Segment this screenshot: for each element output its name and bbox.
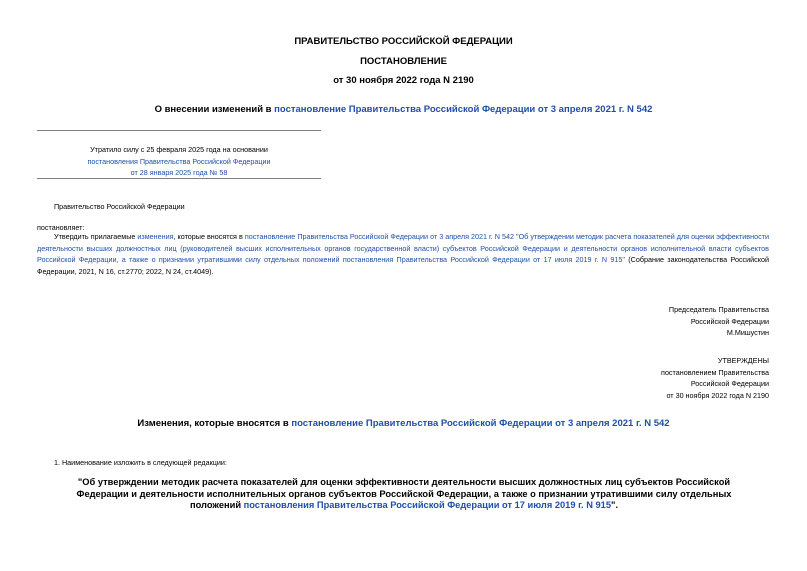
resolution-542-link[interactable]: постановление Правительства Российской Федерации от 3 апреля 2021 г. N 542 "Об утверждении методик расчета показателей для оценки эффективности деятельности высших должностных лиц (руководителей высших исполнительных органов государственной власти) субъектов Российской Федерации и деятельности органов исполнительной власти субъектов Российской Федерации, а также о признании утратившими силу отдельных положений постановления Правительства Российской Федерации от 17 июля 2019 г. N 915" [37,232,769,264]
para-text-b: , которые вносятся в [173,232,245,241]
changes-link[interactable]: изменения [137,232,174,241]
quote-text: "Об утверждении методик расчета показателей для оценки эффективности деятельности высших должностных лиц субъектов Российской Федерации и деятельности исполнительных органов субъектов Российской Федерации, а также о признании утратившими силу отдельных положений [76,477,732,510]
document-date-number: от 30 ноября 2022 года N 2190 [333,75,474,86]
title-prefix: О внесении изменений в [154,104,275,115]
divider-top [37,130,321,131]
resolution-paragraph [37,231,769,277]
government-text: Правительство Российской Федерации [54,202,185,211]
signature-block [669,304,769,339]
changes-heading [0,418,807,429]
changes-prefix: Изменения, которые вносятся в [137,418,292,429]
title-link[interactable]: постановление Правительства Российской Федерации от 3 апреля 2021 г. N 542 [274,104,653,115]
para-text-a: Утвердить прилагаемые [54,232,138,241]
quote-end: ". [611,500,619,510]
approved-line-2: постановлением Правительства [661,367,769,377]
para-text-c: (Собрание законодательства Российской Федерации, 2021, N 16, ст.2770; 2022, N 24, ст.4049). [37,255,769,276]
document-type: ПОСТАНОВЛЕНИЕ [360,56,447,67]
signature-line-2: Российской Федерации [690,316,769,326]
approved-line-1: УТВЕРЖДЕНЫ [717,356,769,365]
changes-heading-link[interactable]: постановление Правительства Российской Федерации от 3 апреля 2021 г. N 542 [291,418,670,429]
status-note [37,144,321,179]
new-title-quote [60,477,748,512]
status-link-2[interactable]: от 28 января 2025 года № 58 [130,168,228,177]
approved-line-3: Российской Федерации [690,379,769,388]
status-link-1[interactable]: постановления Правительства Российской Федерации [87,156,271,166]
signature-line-1: Председатель Правительства [668,305,769,314]
item-1: 1. Наименование изложить в следующей редакции: [54,458,227,467]
status-line: Утратило силу с 25 февраля 2025 года на основании [90,145,268,154]
government-heading: ПРАВИТЕЛЬСТВО РОССИЙСКОЙ ФЕДЕРАЦИИ [294,36,513,47]
quote-link[interactable]: постановления Правительства Российской Федерации от 17 июля 2019 г. N 915 [243,500,612,510]
approved-block [661,355,769,401]
approved-line-4: от 30 ноября 2022 года N 2190 [666,390,769,400]
signature-line-3: М.Мишустин [726,328,769,337]
divider-bottom [37,178,321,179]
decides-text: постановляет: [37,223,85,232]
document-title [0,104,807,115]
